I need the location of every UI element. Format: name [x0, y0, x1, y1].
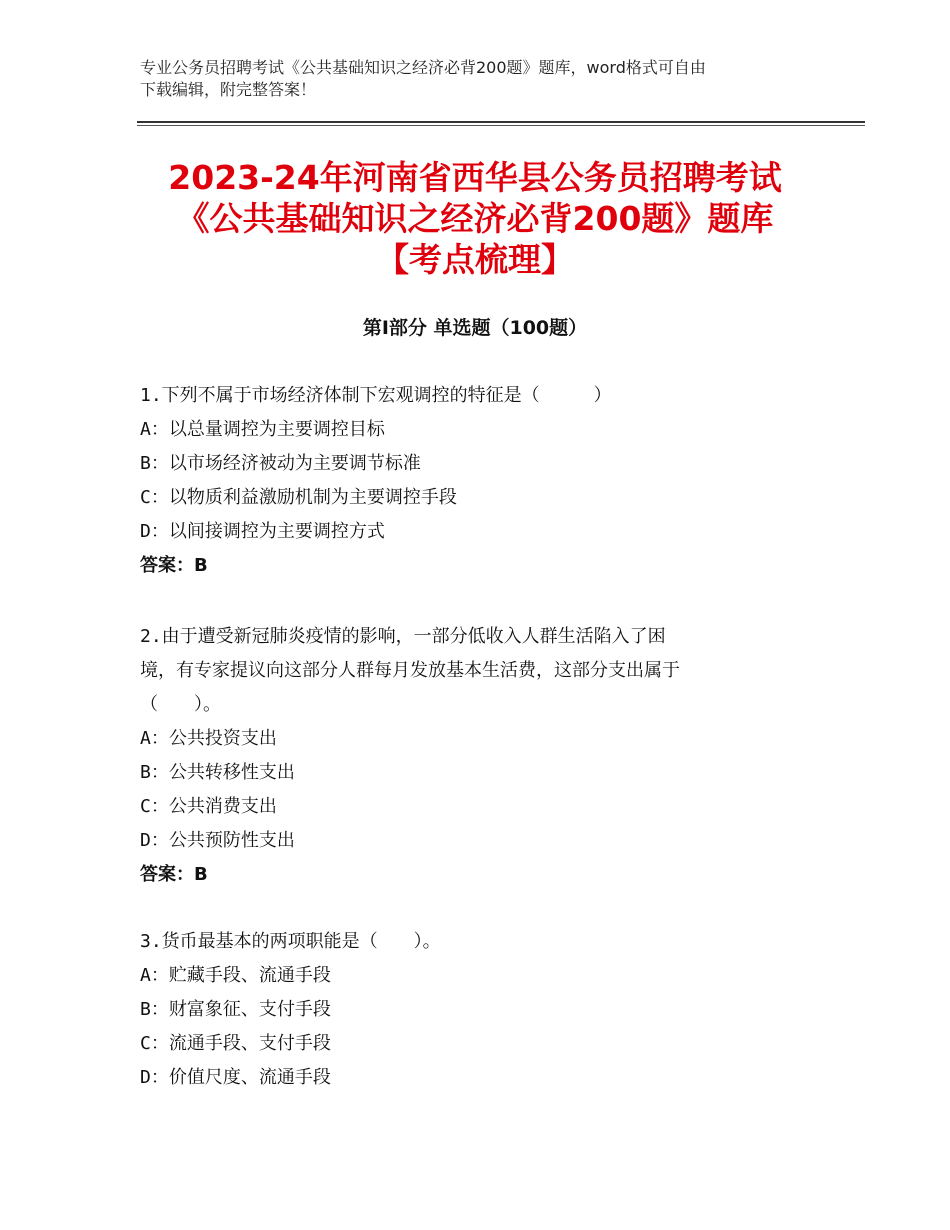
question-stem: （ ）。	[140, 694, 221, 715]
section-heading: 第Ⅰ部分 单选题（100题）	[362, 317, 588, 339]
answer-label: 答案：B	[140, 555, 208, 576]
option-c: C：流通手段、支付手段	[140, 1033, 331, 1054]
document-title-line-1: 2023-24年河南省西华县公务员招聘考试	[168, 158, 782, 197]
question-stem: 1.下列不属于市场经济体制下宏观调控的特征是（ ）	[140, 385, 612, 406]
document-title-line-2: 《公共基础知识之经济必背200题》题库	[176, 199, 774, 238]
question-3	[140, 925, 800, 1095]
header-note-line-1: 专业公务员招聘考试《公共基础知识之经济必背200题》题库，word格式可自由	[140, 58, 706, 77]
header-divider-thin	[137, 125, 865, 126]
option-a: A：以总量调控为主要调控目标	[140, 419, 385, 440]
option-b: B：公共转移性支出	[140, 762, 295, 783]
question-stem: 2.由于遭受新冠肺炎疫情的影响，一部分低收入人群生活陷入了困	[140, 626, 666, 647]
option-b: B：财富象征、支付手段	[140, 999, 331, 1020]
option-c: C：以物质利益激励机制为主要调控手段	[140, 487, 457, 508]
option-c: C：公共消费支出	[140, 796, 277, 817]
header-divider-thick	[137, 121, 865, 123]
question-2	[140, 620, 800, 892]
document-title-line-3: 【考点梳理】	[376, 240, 574, 279]
option-a: A：公共投资支出	[140, 728, 277, 749]
answer-label: 答案：B	[140, 864, 208, 885]
option-d: D：价值尺度、流通手段	[140, 1067, 331, 1088]
document-title	[120, 157, 830, 280]
option-d: D：以间接调控为主要调控方式	[140, 521, 385, 542]
option-a: A：贮藏手段、流通手段	[140, 965, 331, 986]
option-b: B：以市场经济被动为主要调节标准	[140, 453, 421, 474]
header-note-line-2: 下载编辑，附完整答案！	[140, 80, 317, 99]
question-1	[140, 379, 800, 583]
question-stem: 境，有专家提议向这部分人群每月发放基本生活费，这部分支出属于	[140, 660, 680, 681]
option-d: D：公共预防性支出	[140, 830, 295, 851]
question-stem: 3.货币最基本的两项职能是（ ）。	[140, 931, 441, 952]
header-note	[140, 57, 820, 101]
